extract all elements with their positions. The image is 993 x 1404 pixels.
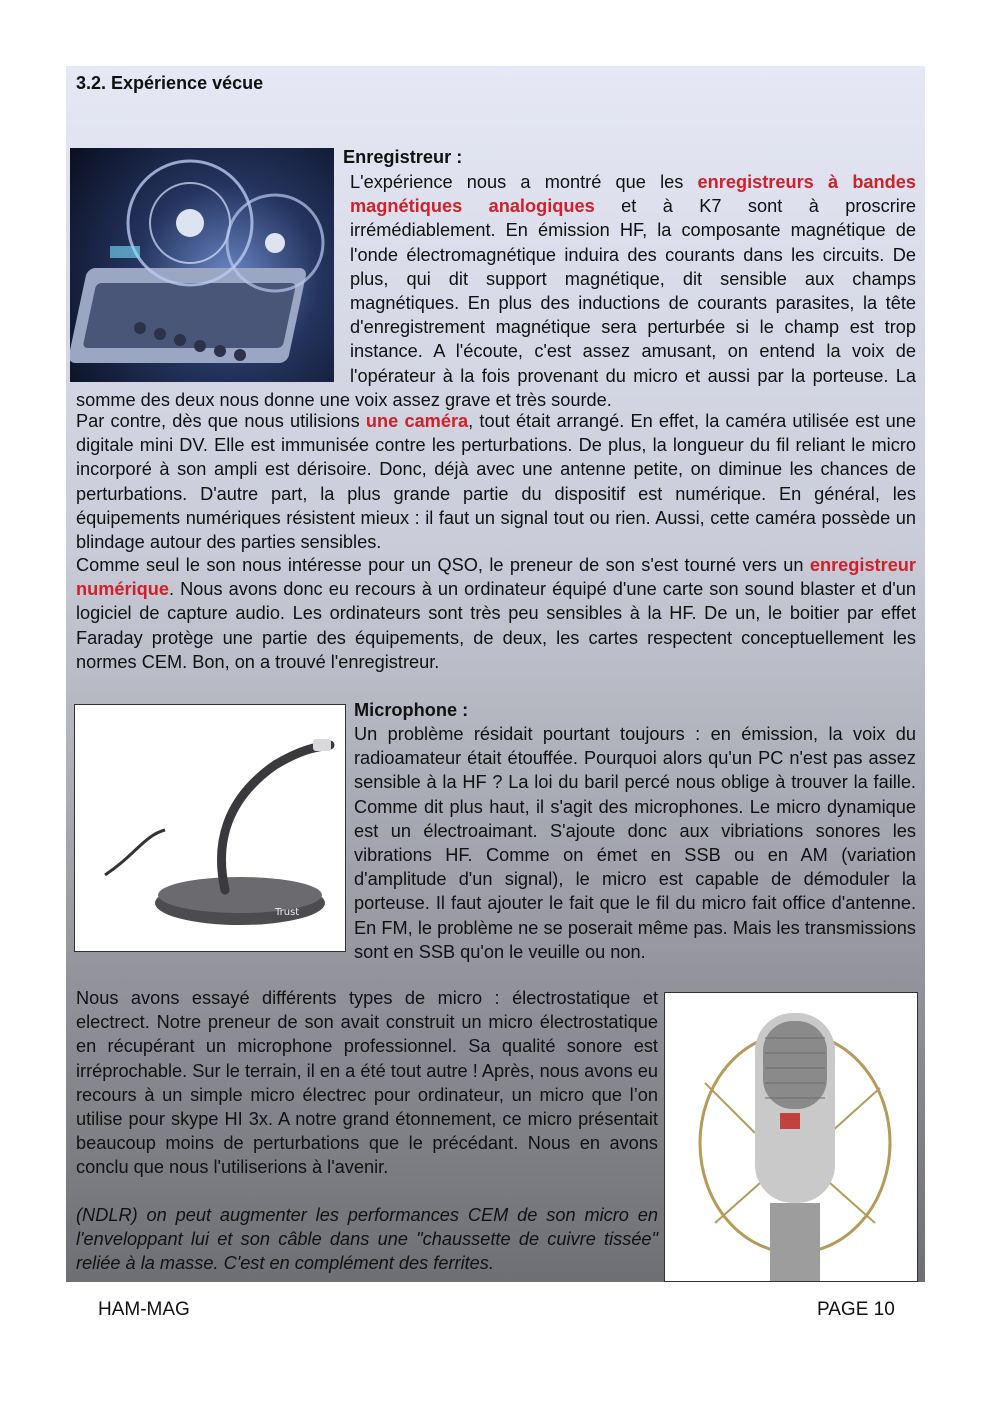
section-title: 3.2. Expérience vécue xyxy=(76,73,264,93)
microphone-p2-text: Nous avons essayé différents types de micro : électrostatique et electrect. Notre preneur de son avait construit un micro électrostatique en récupérant un microphone professionnel. Sa qualité sonore est irréprochable. Sur le terrain, il en a été tout autre ! Après, nous avons eu recours à un simple micro électrec pour ordinateur, un micro que l’on utilise pour skype HI 3x. A notre grand étonnement, ce micro présentait beaucoup moins de perturbations que le précédant. Nous en avons conclu que nous l'utiliserions à l'avenir. xyxy=(76,988,658,1178)
recorder-p3-text-a: Comme seul le son nous intéresse pour un QSO, le preneur de son s'est tourné vers un xyxy=(76,555,810,575)
microphone-paragraph-2 xyxy=(76,986,658,1180)
recorder-p1-text-b: et à K7 sont à proscrire irrémédiablement. En émission HF, la composante magnétique de l'onde électromagnétique induira des courants dans les circuits. De plus, qui dit support magnétique, dit sensible aux champs magnétiques. En plus des inductions de courants parasites, la tête d'enregistrement magnétique sera perturbée si le champ est trop instance. A l'écoute, c'est assez amusant, on entend la voix de l'opérateur à la fois provenant du micro et aussi par la porteuse. La somme des deux nous donne une voix assez grave et très sourde. xyxy=(76,196,916,410)
editor-note xyxy=(76,1203,658,1276)
recorder-paragraph-3 xyxy=(76,553,916,674)
recorder-p3-text-b: . Nous avons donc eu recours à un ordinateur équipé d'une carte son sound blaster et d'un logiciel de capture audio. Les ordinateurs sont très peu sensibles à la HF. De un, le boitier par effet Faraday protège une partie des équipements, de deux, les cartes respectent conceptuellement les normes CEM. Bon, on a trouvé l'enregistreur. xyxy=(76,579,916,672)
recorder-heading xyxy=(343,145,916,169)
desk-mic-spacer xyxy=(76,722,354,962)
recorder-paragraph-1 xyxy=(76,170,916,412)
recorder-p1-highlight: enregistreurs à bandes magnétiques analogiques xyxy=(350,172,916,217)
studio-condenser-microphone-photo xyxy=(664,992,918,1282)
recorder-heading-text: Enregistreur : xyxy=(343,147,463,167)
microphone-heading-text: Microphone : xyxy=(354,700,469,720)
recorder-p2-text-a: Par contre, dès que nous utilisions xyxy=(76,411,366,431)
microphone-p1-text: Un problème résidait pourtant toujours : en émission, la voix du radioamateur était étouffée. Pourquoi alors qu'un PC n'est pas assez sensible à la HF ? La loi du baril percé nous oblige à trouver la faille. Comme dit plus haut, il s'agit des microphones. Le micro dynamique est un électroaimant. S'ajoute donc aux vibriations sonores les vibrations HF. Comme on émet en SSB ou en AM (variation d'amplitude d'un signal), le micro est capable de démoduler la porteuse. Il faut ajouter le fait que le fil du micro fait office d'antenne. En FM, le problème ne se poserait même pas. Mais les transmissions sont en SSB qu'on le veuille ou non. xyxy=(354,724,916,962)
footer-magazine-name: HAM-MAG xyxy=(98,1299,190,1320)
editor-note-text: (NDLR) on peut augmenter les performances CEM de son micro en l'enveloppant lui et son câble dans une "chaussette de cuivre tissée" reliée à la masse. C'est en complément des ferrites. xyxy=(76,1205,658,1274)
recorder-photo-spacer xyxy=(76,170,350,383)
recorder-p2-highlight: une caméra xyxy=(365,411,469,431)
recorder-p2-text-b: , tout était arrangé. En effet, la caméra utilisée est une digitale mini DV. Elle est immunisée contre les perturbations. De plus, la longueur du fil reliant le micro incorporé à son ampli est dérisoire. Donc, déjà avec une antenne petite, on diminue les chances de perturbations. D'autre part, la plus grande partie du dispositif est numérique. En général, les équipements numériques résistent mieux : il faut un signal tout ou rien. Aussi, cette caméra possède un blindage autour des parties sensibles. xyxy=(76,411,916,553)
recorder-p1-text-a: L'expérience nous a montré que les xyxy=(350,172,698,192)
recorder-paragraph-2 xyxy=(76,409,916,554)
microphone-heading xyxy=(354,698,916,722)
footer-page-number: PAGE 10 xyxy=(817,1299,895,1320)
desk-mic-brand: Trust xyxy=(275,907,300,918)
recorder-p3-highlight: enregistreur numérique xyxy=(76,555,916,600)
microphone-paragraph-1 xyxy=(76,722,916,964)
